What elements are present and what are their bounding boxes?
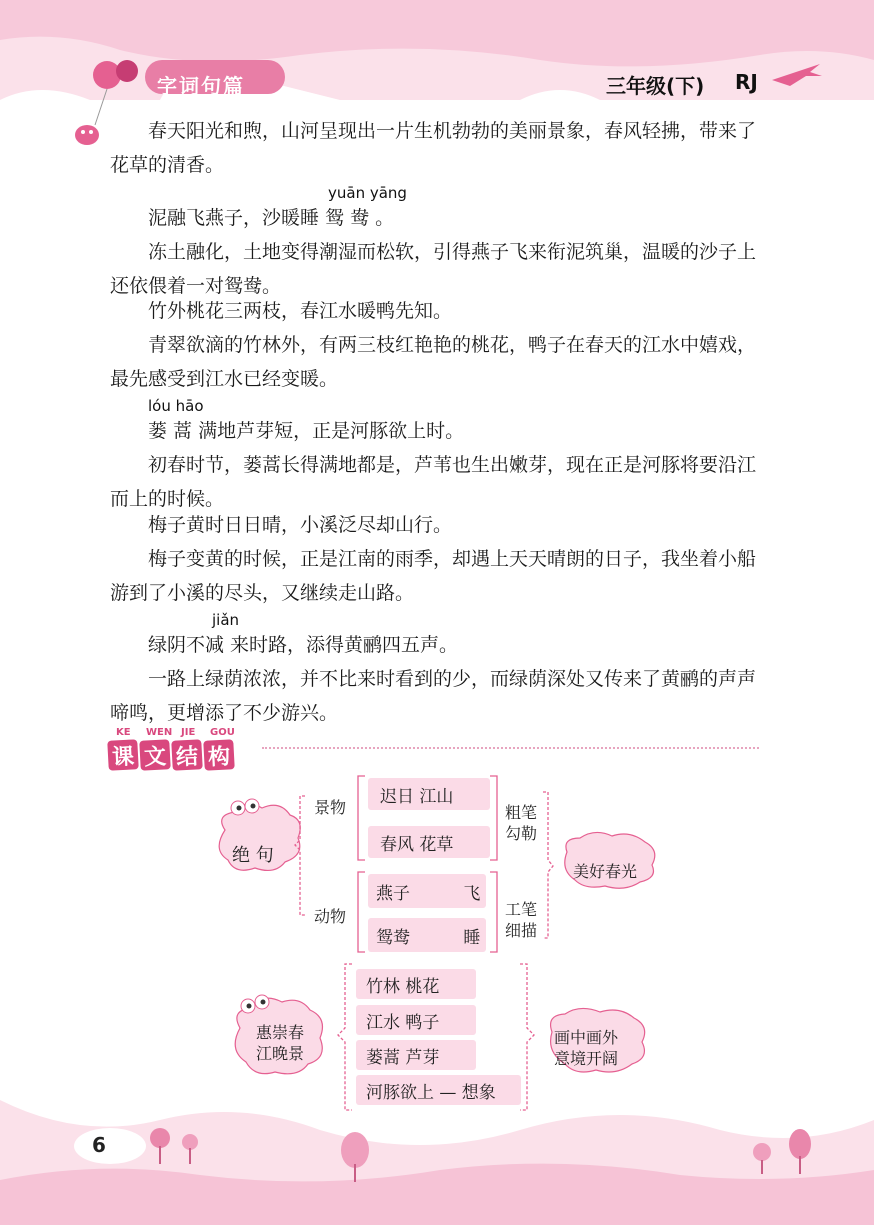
branch-label-animals: 动物 [314,907,347,926]
pinyin-louhao: lóu hāo [148,397,204,415]
item-box: 春风 花草 [368,826,490,858]
grade-label: 三年级(下) [606,74,705,98]
branch-label-scenery: 景物 [314,798,347,817]
footer-background [0,1060,874,1225]
method-line: 勾勒 [505,824,538,843]
poem1-name: 绝 句 [232,845,274,866]
poem-line-4: 梅子黄时日日晴，小溪泛尽却山行。 [148,514,453,536]
paragraph-2: 冻土融化，土地变得潮湿而松软，引得燕子飞来衔泥筑巢，温暖的沙子上还依偎着一对鸳鸯。 [110,241,757,297]
item-box: 竹林 桃花 [356,969,476,999]
summary-line: 画中画外 [554,1028,619,1047]
section-char: 构 [203,739,235,771]
poem-line-5: 绿阴不减 来时路，添得黄鹂四五声。 [148,634,459,656]
summary-spring: 美好春光 [573,862,638,881]
poem2-name-line: 惠崇春 [256,1023,305,1042]
poem2-name-line: 江晚景 [256,1044,305,1063]
item-box: 蒌蒿 芦芽 [356,1040,476,1070]
paragraph-1: 春天阳光和煦，山河呈现出一片生机勃勃的美丽景象，春风轻拂，带来了花草的清香。 [110,120,757,176]
section-pinyin-jie: JIE [181,727,196,738]
airplane-icon [770,58,825,88]
section-char: 课 [107,739,139,771]
header-section-title: 字词句篇 [157,74,245,98]
version-label: RJ [735,70,758,94]
poem-line-3: 蒌 蒿 满地芦芽短，正是河豚欲上时。 [148,420,465,442]
method-line: 粗笔 [505,803,538,822]
item-box: 迟日 江山 [368,778,490,810]
item-box: 燕子 飞 [368,874,486,908]
poem2-name [256,1022,304,1064]
pinyin-jian: jiǎn [212,611,240,629]
section-char: 结 [171,739,203,771]
page-number: 6 [92,1133,106,1157]
paragraph-6: 一路上绿荫浓浓，并不比来时看到的少，而绿荫深处又传来了黄鹂的声声啼鸣，更增添了不少游兴。 [110,668,757,724]
method-fine [505,899,537,941]
paragraph-4: 初春时节，蒌蒿长得满地都是，芦苇也生出嫩芽，现在正是河豚将要沿江而上的时候。 [110,454,757,510]
item-box: 河豚欲上 — 想象 [356,1075,521,1105]
section-pinyin-gou: GOU [210,727,235,738]
item-box: 鸳鸯 睡 [368,918,486,952]
item-box: 江水 鸭子 [356,1005,476,1035]
summary-line: 意境开阔 [554,1049,619,1068]
poem-line-1: 泥融飞燕子，沙暖睡 鸳 鸯 。 [148,207,395,229]
section-pinyin-wen: WEN [146,727,173,738]
method-line: 工笔 [505,900,538,919]
pinyin-yuanyang: yuān yāng [328,184,407,202]
method-line: 细描 [505,921,538,940]
section-pinyin-ke: KE [116,727,131,738]
paragraph-3: 青翠欲滴的竹林外，有两三枝红艳艳的桃花，鸭子在春天的江水中嬉戏，最先感受到江水已经变暖。 [110,334,757,390]
section-char: 文 [139,739,171,771]
paragraph-5: 梅子变黄的时候，正是江南的雨季，却遇上天天晴朗的日子，我坐着小船游到了小溪的尽头，又继续走山路。 [110,548,757,604]
method-rough [505,802,537,844]
section-divider [262,747,759,749]
poem-line-2: 竹外桃花三两枝，春江水暖鸭先知。 [148,300,453,322]
